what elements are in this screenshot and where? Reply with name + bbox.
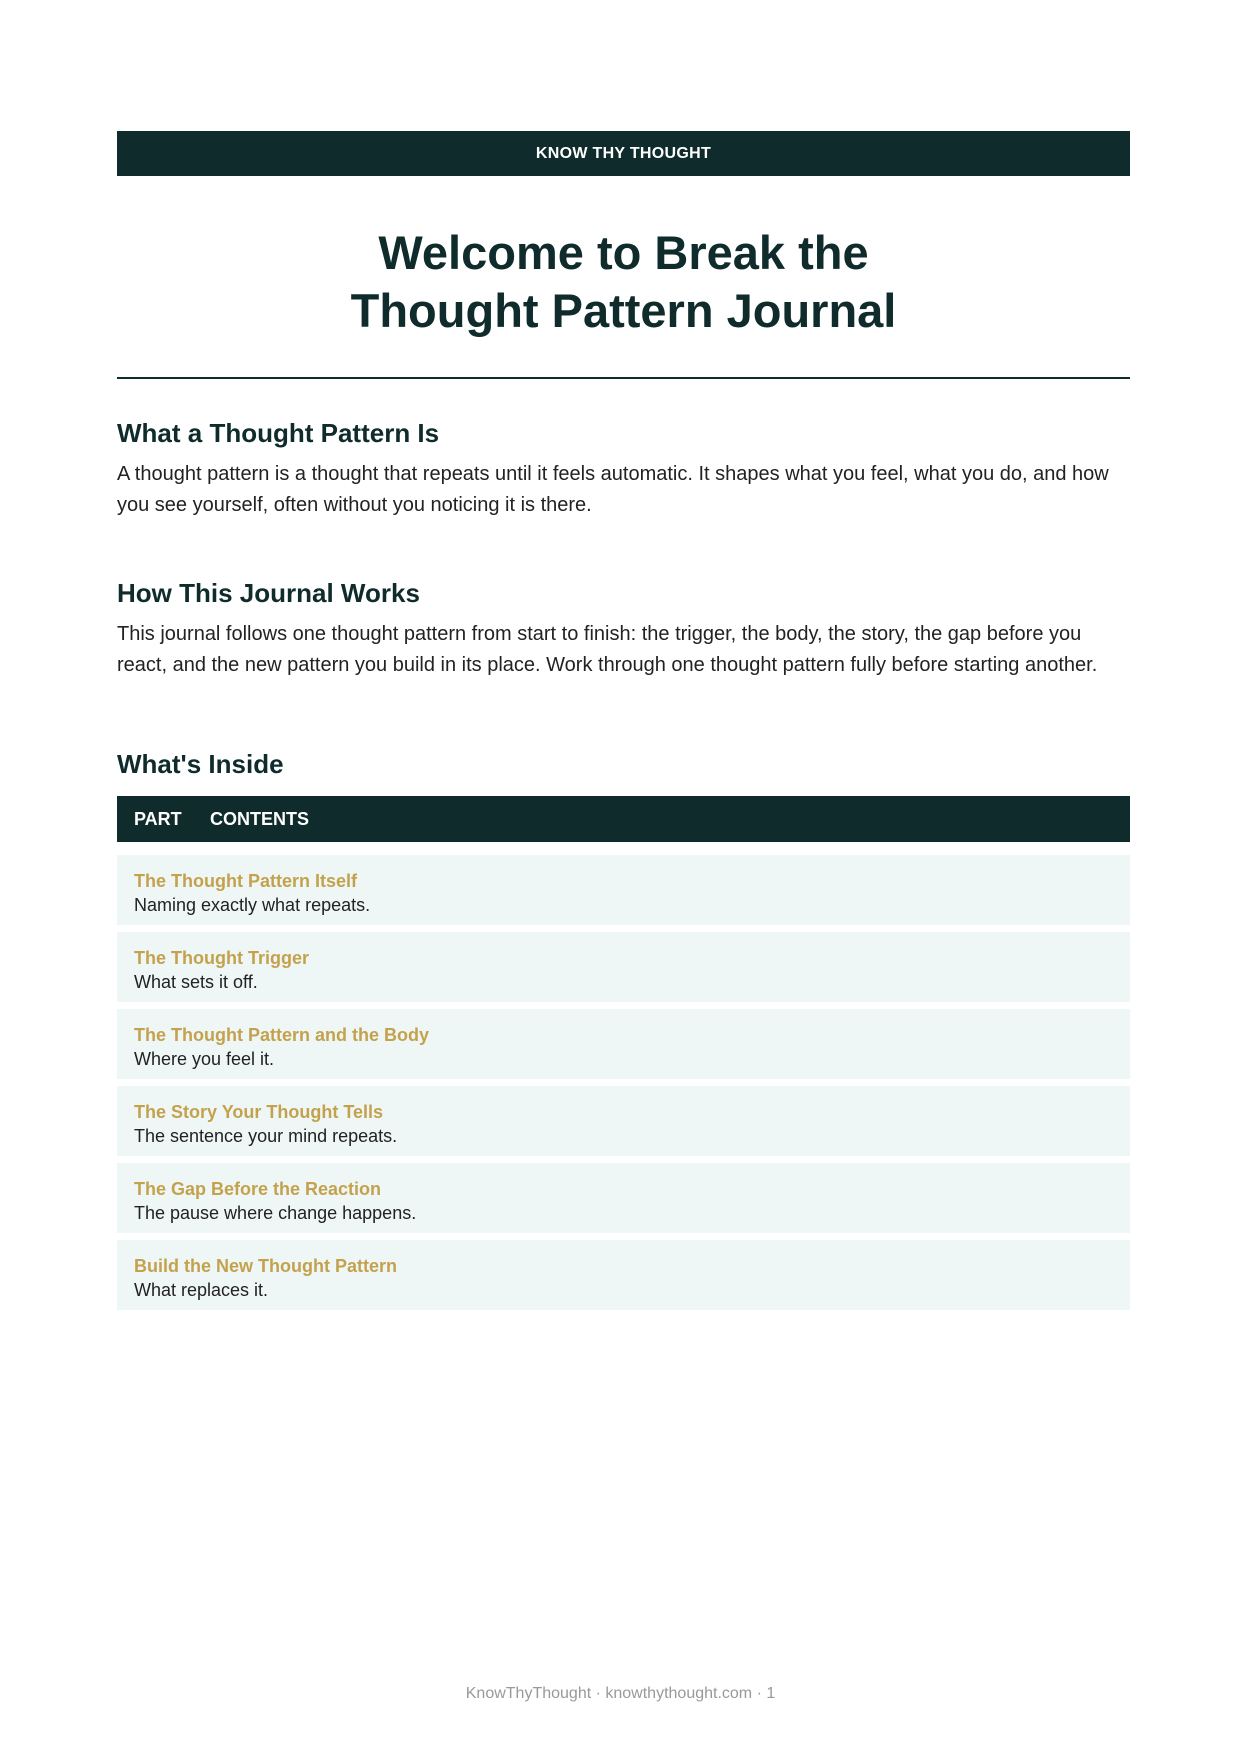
column-header-contents: CONTENTS: [210, 808, 309, 829]
title-line-2: Thought Pattern Journal: [350, 284, 897, 337]
part-description: What replaces it.: [134, 1280, 269, 1300]
table-row: [117, 1240, 1130, 1310]
section-body: A thought pattern is a thought that repeats until it feels automatic. It shapes what you feel, what you do, and how you see yourself, often without you noticing it is there.: [117, 463, 1109, 516]
part-name: The Story Your Thought Tells: [134, 1102, 384, 1122]
section-heading: How This Journal Works: [117, 578, 420, 608]
part-description: What sets it off.: [134, 972, 258, 992]
title-line-1: Welcome to Break the: [378, 226, 869, 279]
column-header-part: PART: [134, 808, 182, 829]
part-description: The sentence your mind repeats.: [134, 1126, 398, 1146]
table-row: [117, 1086, 1130, 1156]
section-heading: What's Inside: [117, 749, 284, 779]
section-what-is: [117, 417, 1130, 521]
section-how-it-works: [117, 577, 1130, 681]
section-heading: What a Thought Pattern Is: [117, 418, 440, 448]
page-title: [117, 224, 1130, 340]
table-header: [117, 796, 1130, 842]
part-description: The pause where change happens.: [134, 1203, 417, 1223]
part-name: The Thought Pattern and the Body: [134, 1025, 429, 1045]
part-description: Where you feel it.: [134, 1049, 275, 1069]
document-page: [117, 131, 1130, 1310]
section-body: This journal follows one thought pattern from start to finish: the trigger, the body, the story, the gap before you react, and the new pattern you build in its place. Work through one thought pattern fully before starting another.: [117, 623, 1098, 676]
part-description: Naming exactly what repeats.: [134, 895, 371, 915]
table-row: [117, 1163, 1130, 1233]
table-row: [117, 1009, 1130, 1079]
brand-banner: [117, 131, 1130, 176]
brand-name: KNOW THY THOUGHT: [535, 144, 712, 162]
table-row: [117, 855, 1130, 925]
part-name: The Gap Before the Reaction: [134, 1179, 382, 1199]
part-name: Build the New Thought Pattern: [134, 1256, 397, 1276]
part-name: The Thought Trigger: [134, 948, 309, 968]
title-divider: [117, 377, 1130, 379]
table-body: [117, 855, 1130, 1310]
page-footer: KnowThyThought · knowthythought.com · 1: [465, 1685, 776, 1702]
part-name: The Thought Pattern Itself: [134, 871, 357, 891]
section-whats-inside: [117, 748, 1130, 1310]
table-row: [117, 932, 1130, 1002]
